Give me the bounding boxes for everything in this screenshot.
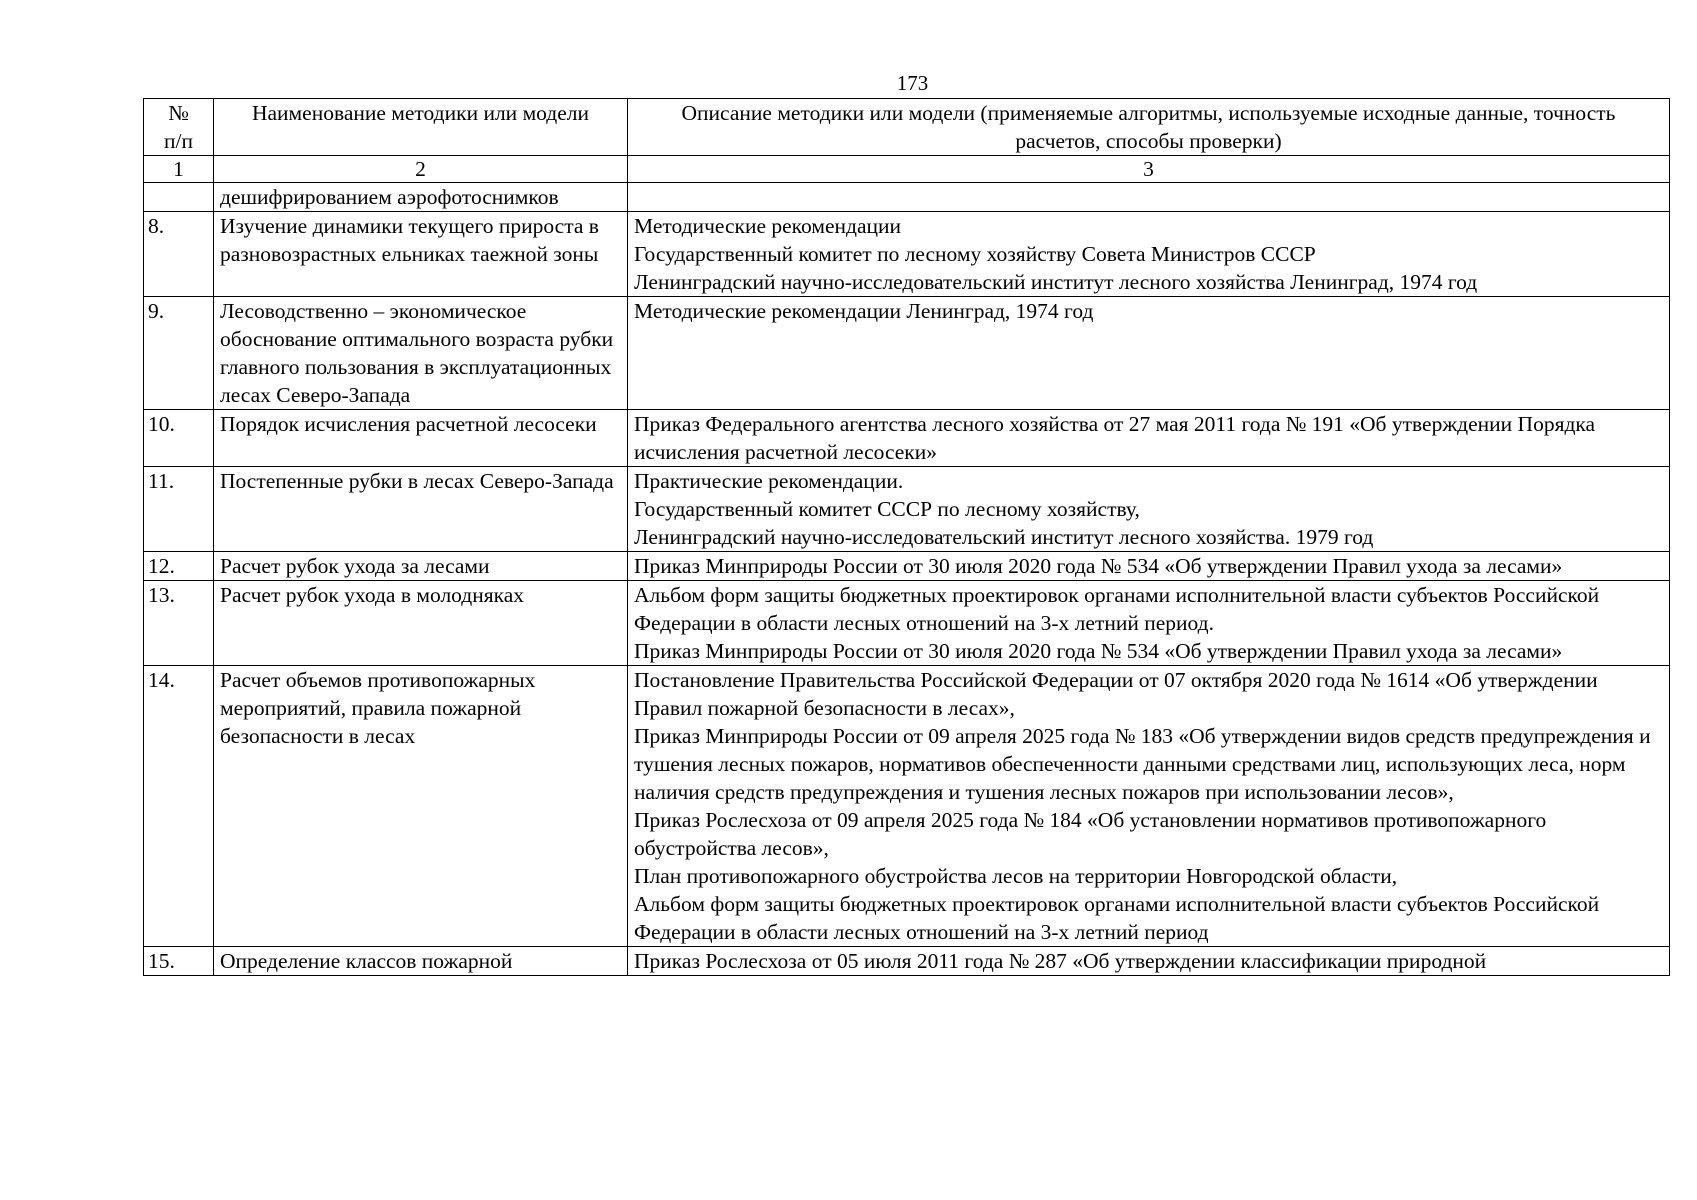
table-row — [144, 183, 1670, 212]
description-paragraph: Практические рекомендации. — [634, 469, 904, 493]
description-paragraph: План противопожарного обустройства лесов на территории Новгородской области, — [634, 864, 1398, 888]
page-number: 173 — [896, 71, 929, 95]
table-row — [144, 666, 1670, 947]
method-name: Расчет рубок ухода за лесами — [214, 552, 628, 581]
table-row — [144, 467, 1670, 552]
method-name: Лесоводственно – экономическое обоснование оптимального возраста рубки главного пользования в эксплуатационных лесах Северо-Запада — [214, 297, 628, 410]
description-paragraph: Ленинградский научно-исследовательский институт лесного хозяйства Ленинград, 1974 год — [634, 270, 1478, 294]
column-number-3: 3 — [628, 156, 1670, 183]
row-number: 14. — [144, 666, 214, 947]
method-name: Определение классов пожарной — [214, 947, 628, 976]
method-description — [628, 183, 1670, 212]
method-description — [628, 666, 1670, 947]
description-paragraph: Постановление Правительства Российской Федерации от 07 октября 2020 года № 1614 «Об утверждении Правил пожарной безопасности в лесах», — [634, 668, 1598, 720]
table-body — [144, 183, 1670, 976]
method-name: Порядок исчисления расчетной лесосеки — [214, 410, 628, 467]
table-row — [144, 581, 1670, 666]
description-paragraph: Государственный комитет СССР по лесному хозяйству, — [634, 497, 1140, 521]
method-description — [628, 552, 1670, 581]
table-row — [144, 297, 1670, 410]
header-row — [144, 99, 1670, 156]
row-number: 9. — [144, 297, 214, 410]
header-name: Наименование методики или модели — [214, 99, 628, 156]
method-description — [628, 467, 1670, 552]
description-paragraph: Государственный комитет по лесному хозяйству Совета Министров СССР — [634, 242, 1316, 266]
description-paragraph: Приказ Минприроды России от 09 апреля 2025 года № 183 «Об утверждении видов средств предупреждения и тушения лесных пожаров, нормативов обеспеченности данными средствами лиц, использующих леса, норм наличия средств предупреждения и тушения лесных пожаров при использовании лесов», — [634, 724, 1651, 804]
table-row — [144, 552, 1670, 581]
description-paragraph: Приказ Федерального агентства лесного хозяйства от 27 мая 2011 года № 191 «Об утверждении Порядка исчисления расчетной лесосеки» — [634, 412, 1596, 464]
column-number-1: 1 — [144, 156, 214, 183]
method-description — [628, 947, 1670, 976]
header-num: № п/п — [144, 99, 214, 156]
column-number-row — [144, 156, 1670, 183]
method-description — [628, 410, 1670, 467]
method-name: дешифрированием аэрофотоснимков — [214, 183, 628, 212]
header-description: Описание методики или модели (применяемые алгоритмы, используемые исходные данные, точность расчетов, способы проверки) — [628, 99, 1670, 156]
description-paragraph: Альбом форм защиты бюджетных проектировок органами исполнительной власти субъектов Российской Федерации в области лесных отношений на 3-х летний период. — [634, 583, 1600, 635]
row-number: 10. — [144, 410, 214, 467]
description-paragraph — [634, 183, 1663, 211]
column-number-2: 2 — [214, 156, 628, 183]
method-name: Расчет объемов противопожарных мероприятий, правила пожарной безопасности в лесах — [214, 666, 628, 947]
description-paragraph: Приказ Минприроды России от 30 июля 2020 года № 534 «Об утверждении Правил ухода за лесами» — [634, 639, 1563, 663]
row-number: 15. — [144, 947, 214, 976]
description-paragraph: Ленинградский научно-исследовательский институт лесного хозяйства. 1979 год — [634, 525, 1374, 549]
table-row — [144, 410, 1670, 467]
description-paragraph: Приказ Рослесхоза от 05 июля 2011 года № 287 «Об утверждении классификации природной — [634, 949, 1487, 973]
table-row — [144, 947, 1670, 976]
method-description — [628, 297, 1670, 410]
description-paragraph: Методические рекомендации Ленинград, 1974 год — [634, 299, 1094, 323]
row-number: 12. — [144, 552, 214, 581]
method-name: Постепенные рубки в лесах Северо-Запада — [214, 467, 628, 552]
row-number — [144, 183, 214, 212]
description-paragraph: Приказ Минприроды России от 30 июля 2020 года № 534 «Об утверждении Правил ухода за лесами» — [634, 554, 1563, 578]
row-number: 8. — [144, 212, 214, 297]
method-description — [628, 212, 1670, 297]
method-name: Расчет рубок ухода в молодняках — [214, 581, 628, 666]
row-number: 11. — [144, 467, 214, 552]
description-paragraph: Методические рекомендации — [634, 214, 902, 238]
description-paragraph: Приказ Рослесхоза от 09 апреля 2025 года № 184 «Об установлении нормативов противопожарного обустройства лесов», — [634, 808, 1547, 860]
row-number: 13. — [144, 581, 214, 666]
description-paragraph: Альбом форм защиты бюджетных проектировок органами исполнительной власти субъектов Российской Федерации в области лесных отношений на 3-х летний период — [634, 892, 1600, 944]
method-name: Изучение динамики текущего прироста в разновозрастных ельниках таежной зоны — [214, 212, 628, 297]
methods-table — [143, 98, 1670, 976]
method-description — [628, 581, 1670, 666]
table-row — [144, 212, 1670, 297]
